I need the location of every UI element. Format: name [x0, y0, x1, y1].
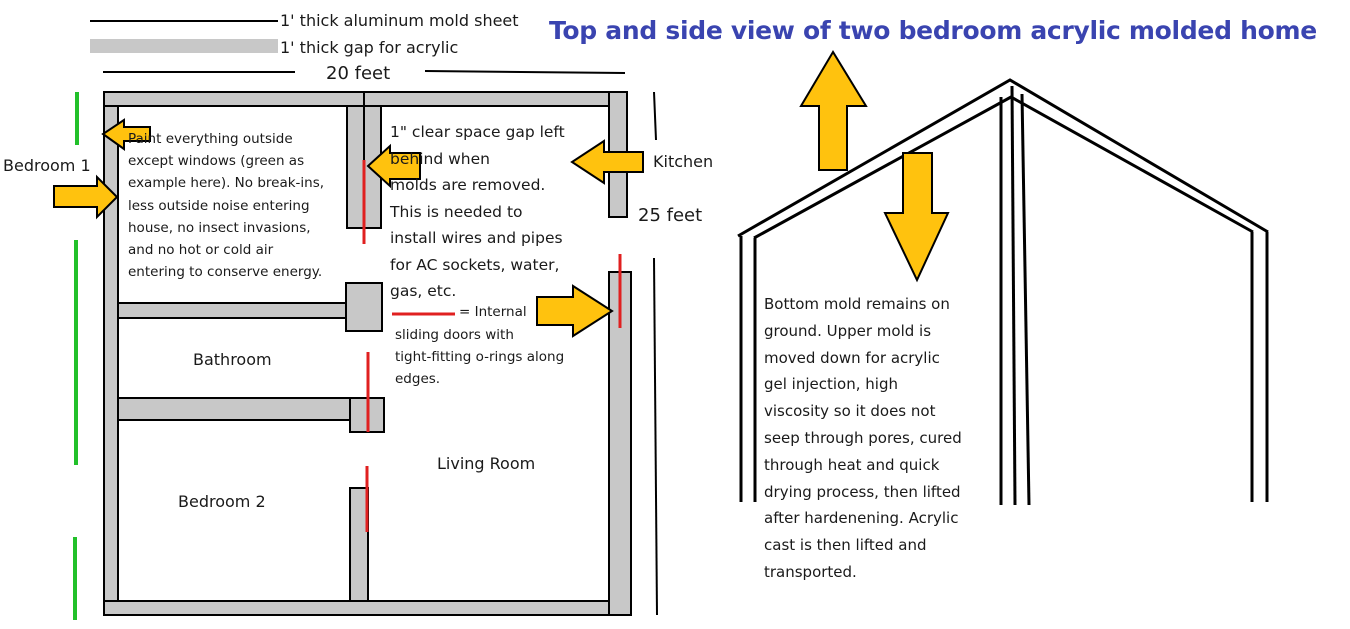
process-note: Bottom mold remains on ground. Upper mold is moved down for acrylic gel injection, high viscosity so it does not seep through pores, cured through heat and quick drying process, then lifted after hardenening. Acrylic cast is then lifted and transported.	[764, 291, 999, 586]
mold-sheet-label: 1' thick aluminum mold sheet	[280, 11, 519, 30]
side-view-arrows	[801, 52, 948, 280]
wall-bedroom2-east	[350, 488, 368, 601]
wall-north-left	[104, 92, 364, 106]
wall-bedroom1-south	[118, 303, 366, 318]
acrylic-gap-label: 1' thick gap for acrylic	[280, 38, 459, 57]
room-label-bedroom2: Bedroom 2	[178, 492, 266, 511]
depth-dimension-line-top	[654, 92, 656, 140]
gap-note: 1" clear space gap left behind when molds are removed. This is needed to install wires and pipes for AC sockets, water, gas, etc.	[390, 123, 565, 300]
depth-dimension-line-bottom	[654, 258, 657, 615]
wall-west	[104, 92, 118, 615]
door-legend-note: sliding doors with tight-fitting o-rings along edges.	[395, 327, 565, 387]
width-dimension-line-right	[425, 71, 625, 73]
width-dimension-label: 20 feet	[326, 63, 391, 84]
depth-dimension-label: 25 feet	[638, 205, 703, 226]
arrow-up-icon	[801, 52, 866, 170]
room-label-bedroom1: Bedroom 1	[3, 156, 91, 175]
wall-bedroom1-east	[347, 106, 364, 228]
diagram-title: Top and side view of two bedroom acrylic molded home	[549, 16, 1317, 45]
center-wall-line	[1012, 86, 1015, 505]
arrow-down-icon	[885, 153, 948, 280]
paint-note: Paint everything outside except windows (green as example here). No break-ins, less outside noise entering house, no insect invasions, and no hot or cold air entering to conserve energy.	[128, 131, 325, 281]
room-label-bathroom: Bathroom	[193, 350, 272, 369]
wall-bathroom-south	[118, 398, 368, 420]
wall-north-right	[364, 92, 627, 106]
center-wall-line	[1022, 94, 1029, 505]
acrylic-gap-legend-swatch	[90, 39, 278, 53]
door-legend-label: = Internal	[459, 304, 527, 320]
room-label-living-room: Living Room	[437, 454, 536, 473]
wall-south	[104, 601, 631, 615]
wall-bedroom1-corner	[346, 283, 382, 331]
room-label-kitchen: Kitchen	[653, 152, 714, 171]
